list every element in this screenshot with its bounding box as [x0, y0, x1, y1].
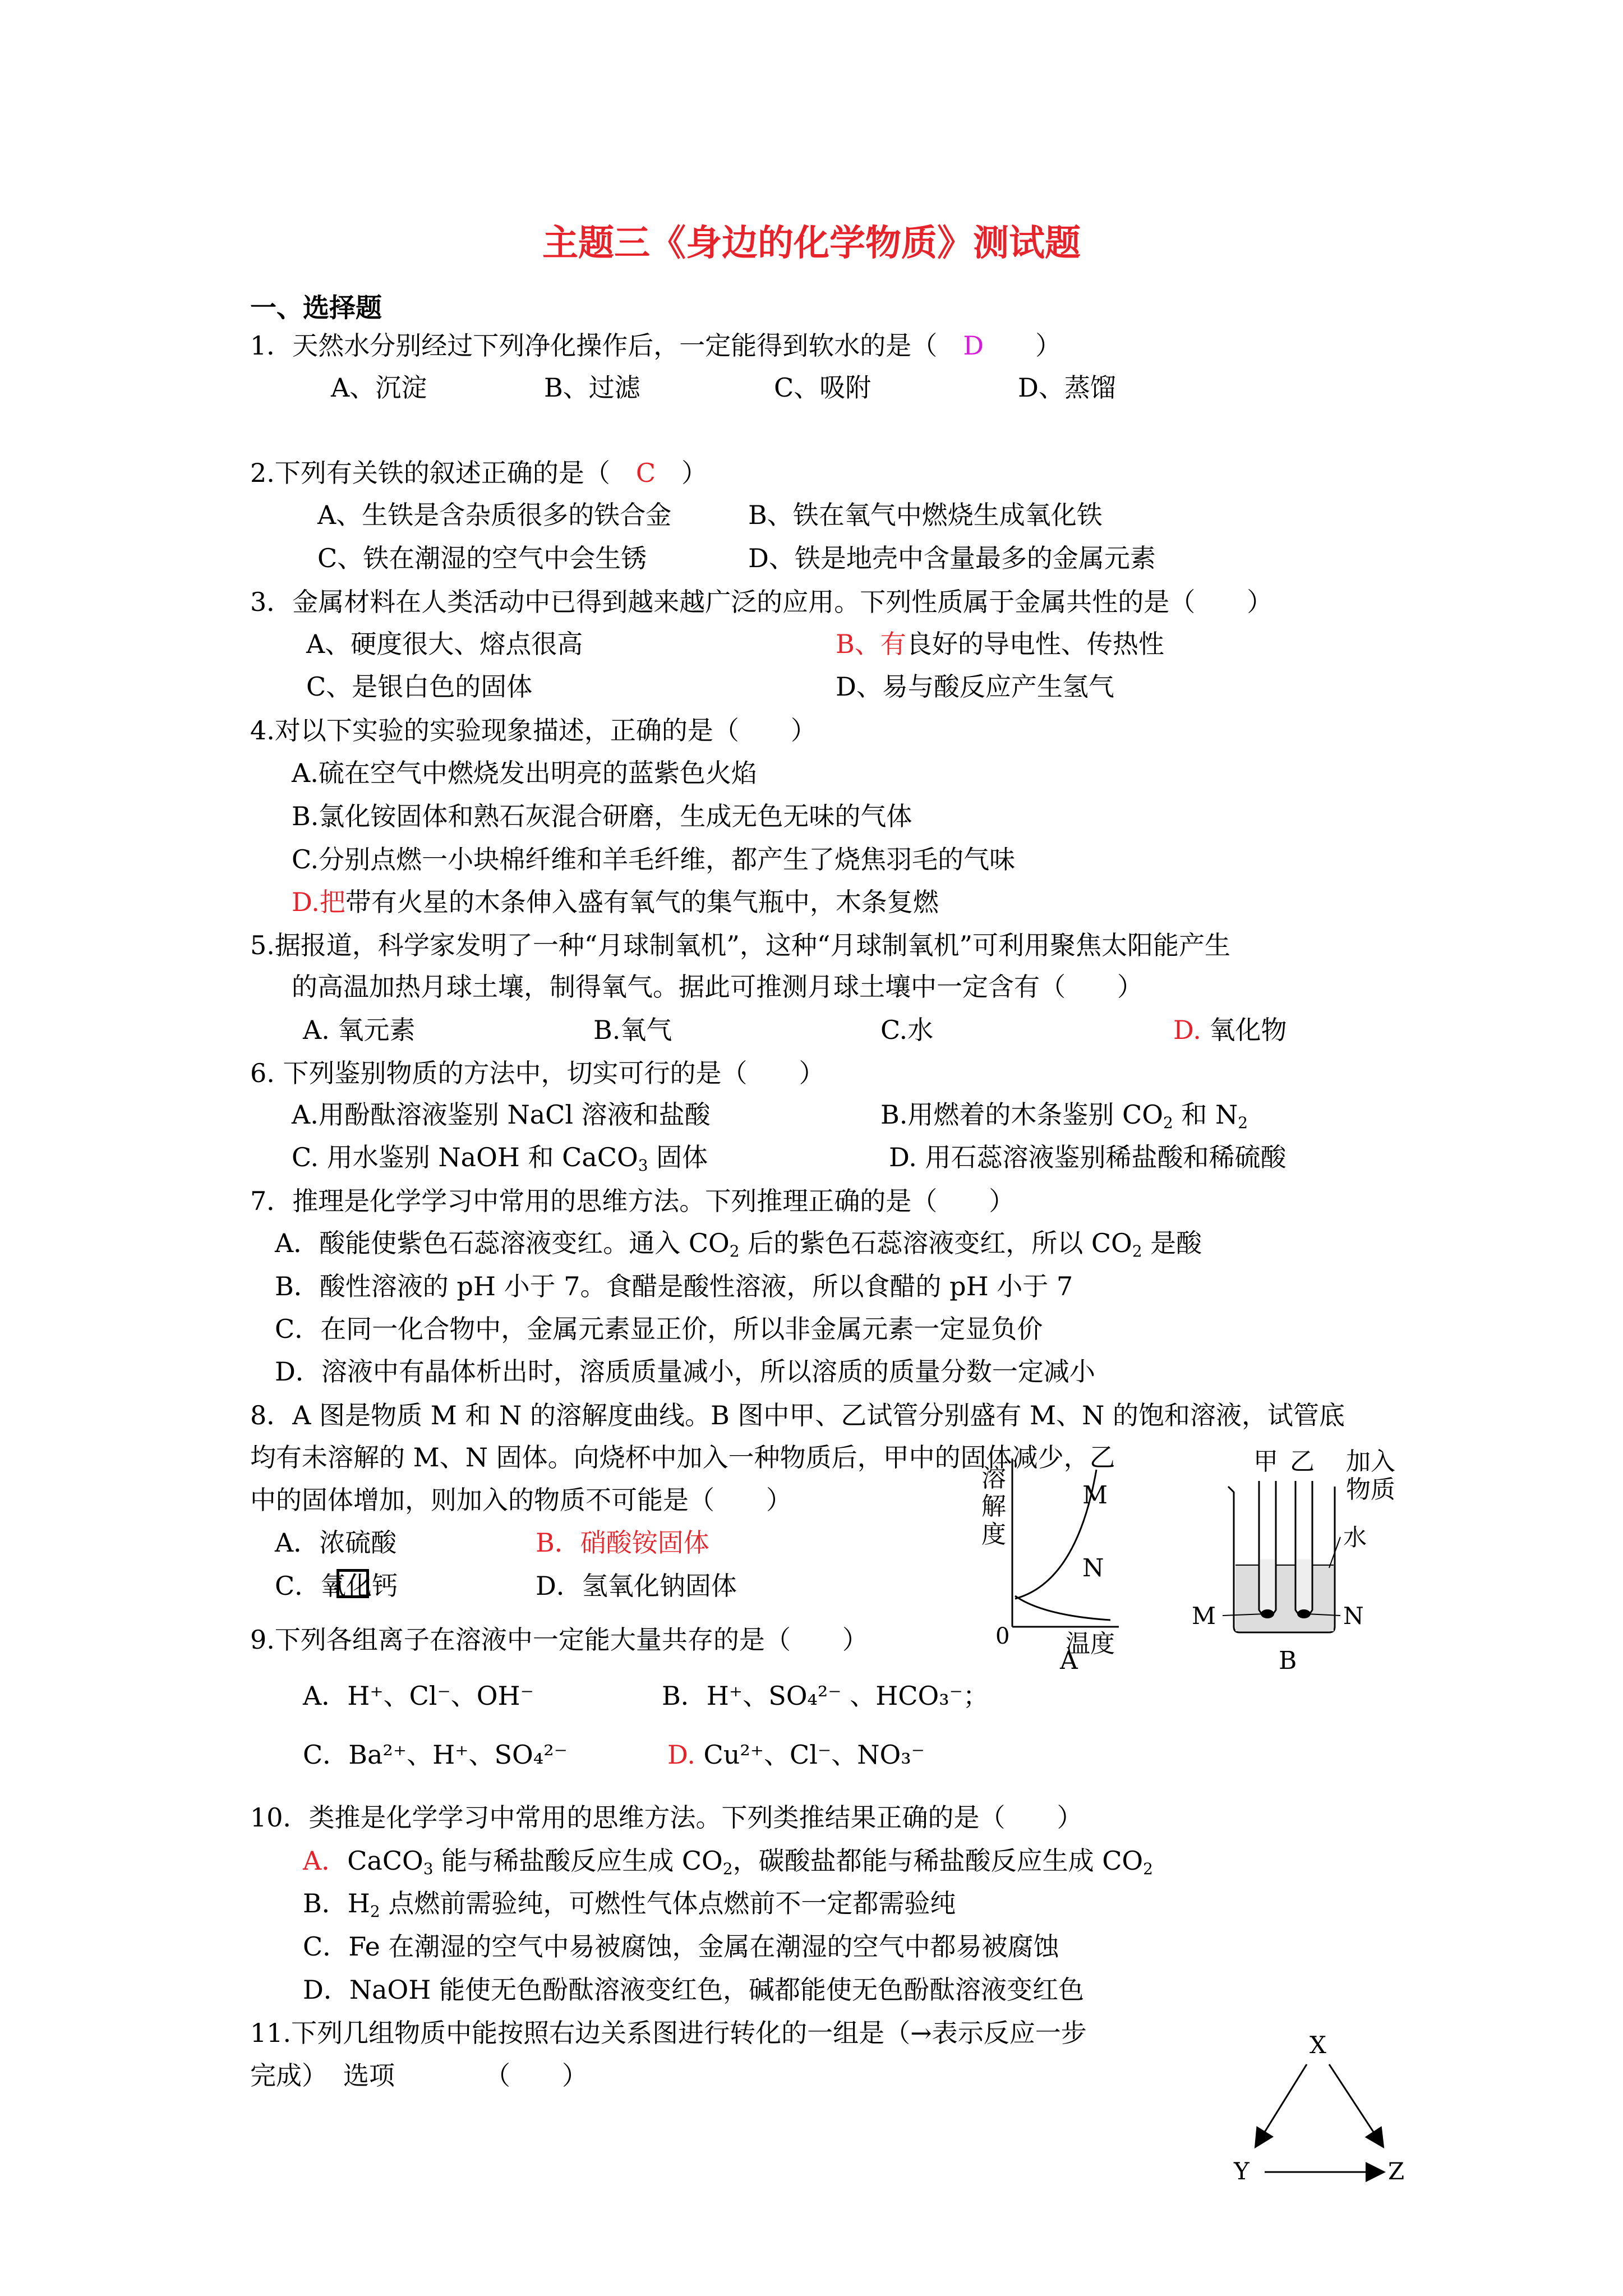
- question-11-stem-line-1: 11.下列几组物质中能按照右边关系图进行转化的一组是（→表示反应一步: [250, 2018, 1087, 2048]
- y-label-1: 溶: [981, 1464, 1006, 1493]
- question-10-stem: 10．类推是化学学习中常用的思维方法。下列类推结果正确的是（ ）: [250, 1802, 1083, 1833]
- label-bm: M: [1192, 1602, 1216, 1630]
- question-1-option-a: A、沉淀: [331, 372, 427, 403]
- question-6-stem: 6. 下列鉴别物质的方法中，切实可行的是（ ）: [250, 1058, 825, 1088]
- question-4-option-b: B.氯化铵固体和熟石灰混合研磨，生成无色无味的气体: [292, 801, 912, 831]
- add-label-2: 物质: [1346, 1475, 1395, 1504]
- question-10-option-a: A．CaCO$_3$ 能与稀盐酸反应生成 $CO_2$，碳酸盐都能与稀盐酸反应生成 $CO_2$: [303, 1846, 1153, 1878]
- y-label-3: 度: [981, 1520, 1006, 1549]
- y-label-2: 解: [981, 1492, 1006, 1521]
- node-z: Z: [1388, 2157, 1405, 2185]
- question-2-answer: C: [635, 458, 656, 488]
- question-5-option-a: A. 氧元素: [303, 1015, 416, 1045]
- question-7-stem: 7．推理是化学学习中常用的思维方法。下列推理正确的是（ ）: [250, 1186, 1015, 1216]
- question-3-option-a: A、硬度很大、熔点很高: [306, 629, 583, 659]
- question-4-option-a: A.硫在空气中燃烧发出明亮的蓝紫色火焰: [292, 758, 757, 788]
- question-5-option-b: B.氧气: [593, 1015, 672, 1045]
- solubility-figure: [970, 1447, 1419, 1672]
- question-1-option-d: D、蒸馏: [1018, 372, 1116, 403]
- question-6-option-a: A.用酚酞溶液鉴别 NaCl 溶液和盐酸: [292, 1099, 711, 1130]
- question-6-option-d: D. 用石蕊溶液鉴别稀盐酸和稀硫酸: [889, 1142, 1287, 1172]
- question-8-option-d: D．氢氧化钠固体: [536, 1571, 737, 1601]
- question-2-option-b: B、铁在氧气中燃烧生成氧化铁: [748, 500, 1103, 530]
- question-8-stem-line-3: 中的固体增加，则加入的物质不可能是（ ）: [250, 1485, 792, 1515]
- question-9-option-c: C．Ba²⁺、H⁺、SO₄²⁻: [303, 1740, 568, 1770]
- node-x: X: [1310, 2031, 1326, 2059]
- label-m: M: [1082, 1481, 1108, 1510]
- arrow-x-to-y: [1256, 2064, 1307, 2146]
- origin-label: 0: [995, 1623, 1010, 1649]
- question-2-option-d: D、铁是地壳中含量最多的金属元素: [748, 543, 1156, 573]
- question-7-option-b: B．酸性溶液的 pH 小于 7。食醋是酸性溶液，所以食醋的 pH 小于 7: [275, 1271, 1073, 1301]
- question-2-option-a: A、生铁是含杂质很多的铁合金: [317, 500, 672, 530]
- question-4-stem: 4.对以下实验的实验现象描述，正确的是（ ）: [250, 715, 817, 746]
- question-5-stem-line-2: 的高温加热月球土壤，制得氧气。据此可推测月球土壤中一定含有（ ）: [292, 972, 1143, 1002]
- question-10-option-c: C．Fe 在潮湿的空气中易被腐蚀，金属在潮湿的空气中都易被腐蚀: [303, 1931, 1059, 1962]
- tube-yi-label: 乙: [1290, 1447, 1315, 1476]
- question-7-option-d: D．溶液中有晶体析出时，溶质质量减小，所以溶质的质量分数一定减小: [275, 1356, 1095, 1387]
- question-6-option-c: C. 用水鉴别 NaOH 和 CaCO$_3$ 固体: [292, 1142, 708, 1175]
- question-9-option-a: A．H⁺、Cl⁻、OH⁻: [303, 1681, 534, 1711]
- question-1-stem: 1．天然水分别经过下列净化操作后，一定能得到软水的是（ D ）: [250, 330, 1062, 361]
- arrow-x-to-z: [1329, 2064, 1382, 2146]
- question-10-option-b: B．$H_2$ 点燃前需验纯，可燃性气体点燃前不一定都需验纯: [303, 1888, 956, 1921]
- caption-b: B: [1279, 1646, 1297, 1672]
- question-1-option-b: B、过滤: [544, 372, 640, 403]
- question-8-stem-line-2: 均有未溶解的 M、N 固体。向烧杯中加入一种物质后，甲中的固体减少，乙: [250, 1442, 1115, 1473]
- question-10-option-d: D．NaOH 能使无色酚酞溶液变红色，碱都能使无色酚酞溶液变红色: [303, 1975, 1085, 2005]
- question-9-option-b: B．H⁺、SO₄²⁻ 、HCO₃⁻；: [662, 1681, 989, 1711]
- question-11-stem-line-2: 完成） 选项 （ ）: [250, 2060, 588, 2091]
- question-8-option-c: C．氧化钙: [275, 1571, 398, 1601]
- node-y: Y: [1234, 2157, 1249, 2185]
- question-4-option-c: C.分别点燃一小块棉纤维和羊毛纤维，都产生了烧焦羽毛的气味: [292, 844, 1016, 875]
- question-3-option-d: D、易与酸反应产生氢气: [836, 671, 1114, 702]
- question-2-option-c: C、铁在潮湿的空气中会生锈: [317, 543, 647, 573]
- tube-jia-label: 甲: [1253, 1447, 1278, 1476]
- label-n: N: [1082, 1554, 1104, 1582]
- water-label: 水: [1343, 1524, 1367, 1551]
- question-3-option-c: C、是银白色的固体: [306, 671, 533, 702]
- relation-diagram: [1223, 2025, 1413, 2193]
- question-5-option-d: D. 氧化物: [1173, 1015, 1287, 1045]
- curve-n: [1015, 1596, 1110, 1620]
- question-3-option-b: B、有良好的导电性、传热性: [836, 629, 1164, 659]
- question-1-answer: D: [963, 330, 984, 361]
- x-label: 温度: [1066, 1630, 1115, 1658]
- section-heading: 一、选择题: [250, 293, 382, 324]
- question-8-option-a: A．浓硫酸: [275, 1527, 397, 1558]
- question-8-stem-line-1: 8．A 图是物质 M 和 N 的溶解度曲线。B 图中甲、乙试管分别盛有 M、N 的饱和溶液，试管底: [250, 1400, 1345, 1430]
- question-9-stem: 9.下列各组离子在溶液中一定能大量共存的是（ ）: [250, 1625, 868, 1655]
- question-7-option-a: A．酸能使紫色石蕊溶液变红。通入 $CO_2$ 后的紫色石蕊溶液变红，所以 $CO_2$ 是酸: [275, 1228, 1202, 1260]
- question-5-stem-line-1: 5.据报道，科学家发明了一种“月球制氧机”，这种“月球制氧机”可利用聚焦太阳能产生: [250, 930, 1230, 960]
- checkbox-square: [336, 1569, 369, 1598]
- question-5-option-c: C.水: [880, 1015, 934, 1045]
- question-8-option-b: B．硝酸铵固体: [536, 1527, 709, 1558]
- question-2-stem: 2.下列有关铁的叙述正确的是（ C ）: [250, 458, 708, 488]
- label-bn: N: [1343, 1602, 1364, 1630]
- question-7-option-c: C．在同一化合物中，金属元素显正价，所以非金属元素一定显负价: [275, 1314, 1043, 1344]
- caption-a: A: [1060, 1646, 1078, 1672]
- water-level: [1235, 1565, 1334, 1631]
- add-label-1: 加入: [1346, 1447, 1395, 1476]
- page-title: 主题三《身边的化学物质》测试题: [542, 223, 1081, 264]
- question-9-option-d: D. Cu²⁺、Cl⁻、NO₃⁻: [667, 1740, 925, 1770]
- question-4-option-d: D.把带有火星的木条伸入盛有氧气的集气瓶中，木条复燃: [292, 887, 939, 917]
- question-3-stem: 3．金属材料在人类活动中已得到越来越广泛的应用。下列性质属于金属共性的是（ ）: [250, 587, 1273, 617]
- question-6-option-b: B.用燃着的木条鉴别 $CO_2$ 和 $N_2$: [880, 1099, 1248, 1132]
- question-1-option-c: C、吸附: [774, 372, 872, 403]
